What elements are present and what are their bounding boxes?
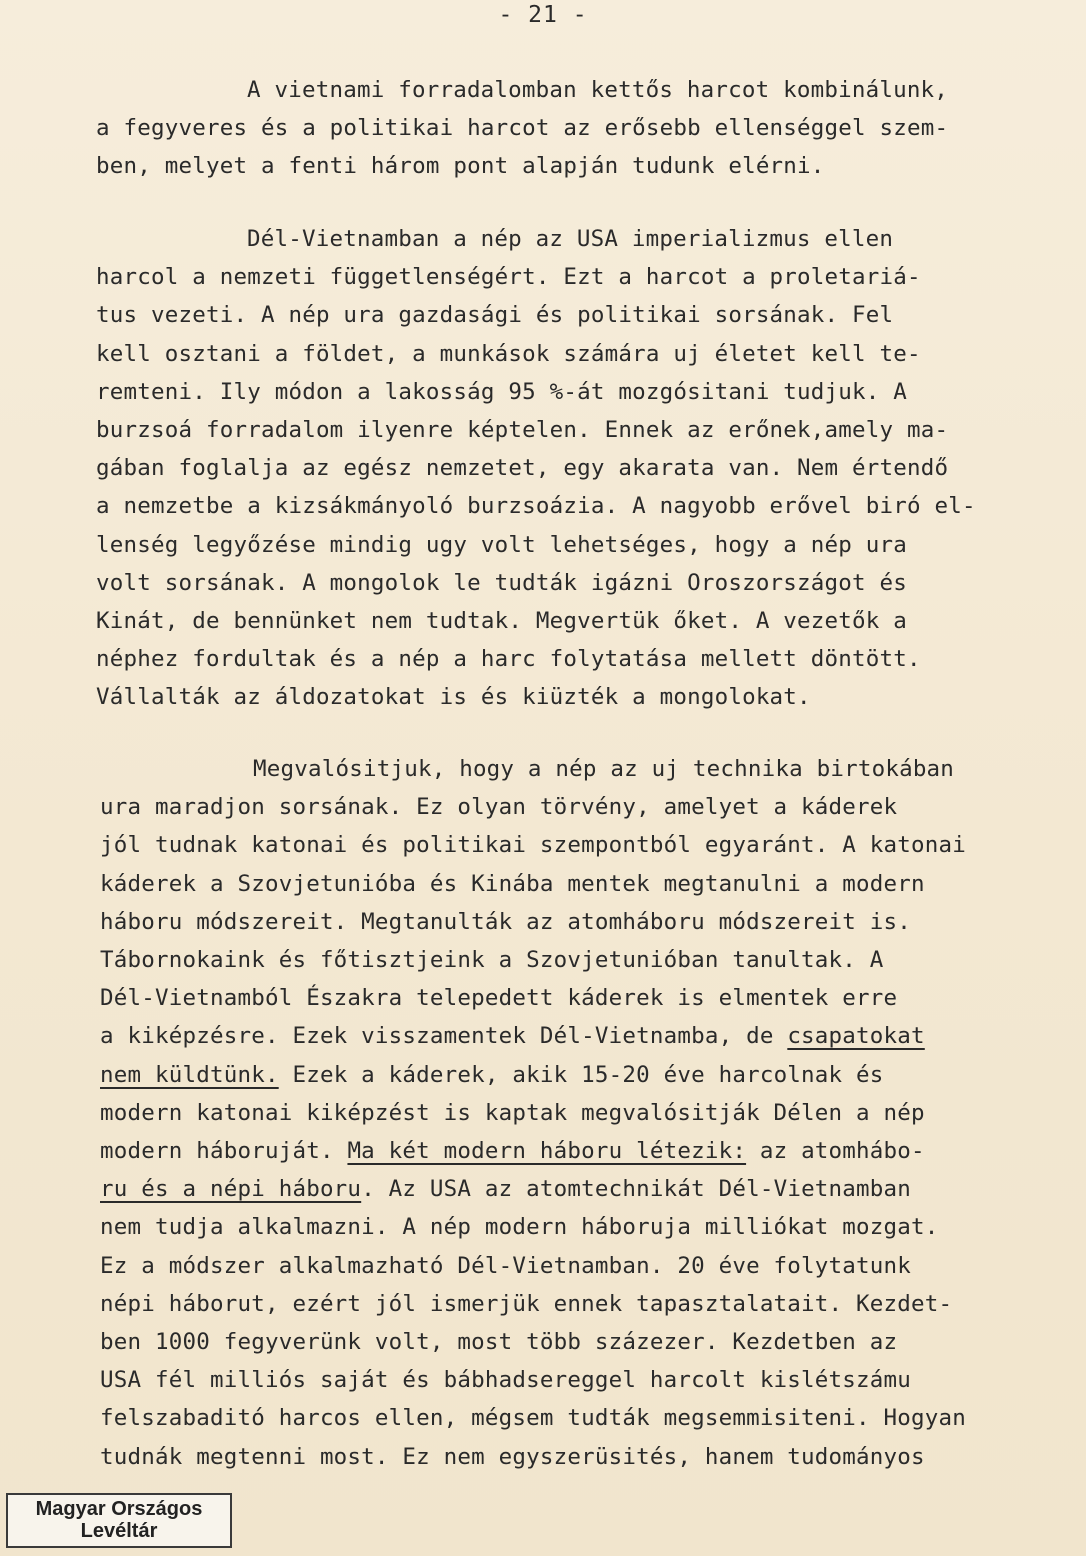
text-segment: jól tudnak katonai és politikai szempontból egyaránt. A katonai bbox=[100, 832, 967, 858]
text-line bbox=[253, 755, 954, 783]
text-line bbox=[96, 492, 976, 520]
text-line bbox=[100, 1443, 925, 1471]
text-segment: Megvalósitjuk, hogy a nép az uj technika birtokában bbox=[253, 756, 955, 782]
text-segment: ben 1000 fegyverünk volt, most több százezer. Kezdetben az bbox=[100, 1329, 898, 1355]
text-segment: burzsoá forradalom ilyenre képtelen. Ennek az erőnek,amely ma- bbox=[96, 417, 949, 443]
text-segment: . Az USA az atomtechnikát Dél-Vietnamban bbox=[361, 1176, 912, 1202]
stamp-line-2: Levéltár bbox=[80, 1520, 158, 1542]
text-line bbox=[100, 1137, 925, 1165]
text-line bbox=[96, 454, 948, 482]
text-line bbox=[100, 1061, 884, 1089]
underlined-text: csapatokat bbox=[787, 1023, 925, 1049]
text-line bbox=[100, 793, 897, 821]
text-segment: tus vezeti. A nép ura gazdasági és politikai sorsának. Fel bbox=[96, 302, 894, 328]
text-segment: a nemzetbe a kizsákmányoló burzsoázia. A nagyobb erővel biró el- bbox=[96, 493, 976, 519]
stamp-line-1: Magyar Országos bbox=[35, 1498, 203, 1520]
text-segment: háboru módszereit. Megtanulták az atomháboru módszereit is. bbox=[100, 909, 912, 935]
text-line bbox=[100, 1366, 911, 1394]
text-line bbox=[96, 607, 907, 635]
text-segment: modern háboruját. bbox=[100, 1138, 348, 1164]
text-line bbox=[100, 870, 925, 898]
text-line bbox=[96, 683, 811, 711]
text-segment: tudnák megtenni most. Ez nem egyszerüsités, hanem tudományos bbox=[100, 1444, 925, 1470]
text-line bbox=[100, 908, 911, 936]
text-segment: gában foglalja az egész nemzetet, egy akarata van. Nem értendő bbox=[96, 455, 949, 481]
text-line bbox=[247, 225, 893, 253]
text-line bbox=[96, 416, 948, 444]
underlined-text: ru és a népi háboru bbox=[100, 1176, 362, 1202]
text-line bbox=[96, 378, 907, 406]
text-segment: az atomhábo- bbox=[746, 1138, 925, 1164]
text-segment: modern katonai kiképzést is kaptak megvalósitják Délen a nép bbox=[100, 1100, 925, 1126]
text-line bbox=[96, 569, 907, 597]
text-line bbox=[96, 152, 825, 180]
text-segment: ura maradjon sorsának. Ez olyan törvény, amelyet a káderek bbox=[100, 794, 898, 820]
text-segment: káderek a Szovjetunióba és Kinába mentek megtanulni a modern bbox=[100, 871, 925, 897]
text-line bbox=[96, 531, 907, 559]
text-segment: felszabaditó harcos ellen, mégsem tudták megsemmisiteni. Hogyan bbox=[100, 1405, 967, 1431]
text-segment: harcol a nemzeti függetlenségért. Ezt a harcot a proletariá- bbox=[96, 264, 921, 290]
text-segment: Ezek a káderek, akik 15-20 éve harcolnak és bbox=[278, 1062, 884, 1088]
text-line bbox=[100, 984, 897, 1012]
text-line bbox=[96, 645, 921, 673]
text-segment: népi háborut, ezért jól ismerjük ennek tapasztalatait. Kezdet- bbox=[100, 1291, 953, 1317]
text-segment: nem tudja alkalmazni. A nép modern háboruja milliókat mozgat. bbox=[100, 1214, 939, 1240]
text-segment: a fegyveres és a politikai harcot az erősebb ellenséggel szem- bbox=[96, 115, 949, 141]
text-line bbox=[100, 1175, 911, 1203]
text-segment: A vietnami forradalomban kettős harcot kombinálunk, bbox=[247, 77, 949, 103]
text-segment: USA fél milliós saját és bábhadsereggel harcolt kislétszámu bbox=[100, 1367, 912, 1393]
underlined-text: Ma két modern háboru létezik: bbox=[347, 1138, 747, 1164]
text-segment: ben, melyet a fenti három pont alapján tudunk elérni. bbox=[96, 153, 825, 179]
text-line bbox=[96, 263, 921, 291]
text-line bbox=[100, 1252, 911, 1280]
text-line bbox=[100, 1328, 897, 1356]
text-segment: néphez fordultak és a nép a harc folytatása mellett döntött. bbox=[96, 646, 921, 672]
text-segment: remteni. Ily módon a lakosság 95 %-át mozgósitani tudjuk. A bbox=[96, 379, 908, 405]
text-line bbox=[100, 1213, 939, 1241]
text-line bbox=[96, 340, 921, 368]
text-segment: Dél-Vietnamban a nép az USA imperializmus ellen bbox=[247, 226, 894, 252]
archive-stamp bbox=[6, 1493, 232, 1548]
text-segment: Kinát, de bennünket nem tudtak. Megvertük őket. A vezetők a bbox=[96, 608, 908, 634]
text-segment: Vállalták az áldozatokat is és kiüzték a mongolokat. bbox=[96, 684, 811, 710]
text-line bbox=[247, 76, 948, 104]
text-segment: kell osztani a földet, a munkások számára uj életet kell te- bbox=[96, 341, 921, 367]
text-line bbox=[100, 831, 966, 859]
text-segment: volt sorsának. A mongolok le tudták igázni Oroszországot és bbox=[96, 570, 908, 596]
text-segment: a kiképzésre. Ezek visszamentek Dél-Vietnamba, de bbox=[100, 1023, 788, 1049]
text-line bbox=[100, 946, 884, 974]
text-line bbox=[100, 1404, 966, 1432]
text-segment: Tábornokaink és főtisztjeink a Szovjetunióban tanultak. A bbox=[100, 947, 884, 973]
text-line bbox=[100, 1290, 952, 1318]
text-line bbox=[96, 114, 948, 142]
text-line bbox=[100, 1022, 925, 1050]
text-segment: Ez a módszer alkalmazható Dél-Vietnamban. 20 éve folytatunk bbox=[100, 1253, 912, 1279]
text-line bbox=[96, 301, 893, 329]
text-segment: lenség legyőzése mindig ugy volt lehetséges, hogy a nép ura bbox=[96, 532, 908, 558]
text-line bbox=[100, 1099, 925, 1127]
text-segment: Dél-Vietnamból Északra telepedett káderek is elmentek erre bbox=[100, 985, 898, 1011]
underlined-text: nem küldtünk. bbox=[100, 1062, 279, 1088]
page-number: - 21 - bbox=[498, 2, 588, 28]
